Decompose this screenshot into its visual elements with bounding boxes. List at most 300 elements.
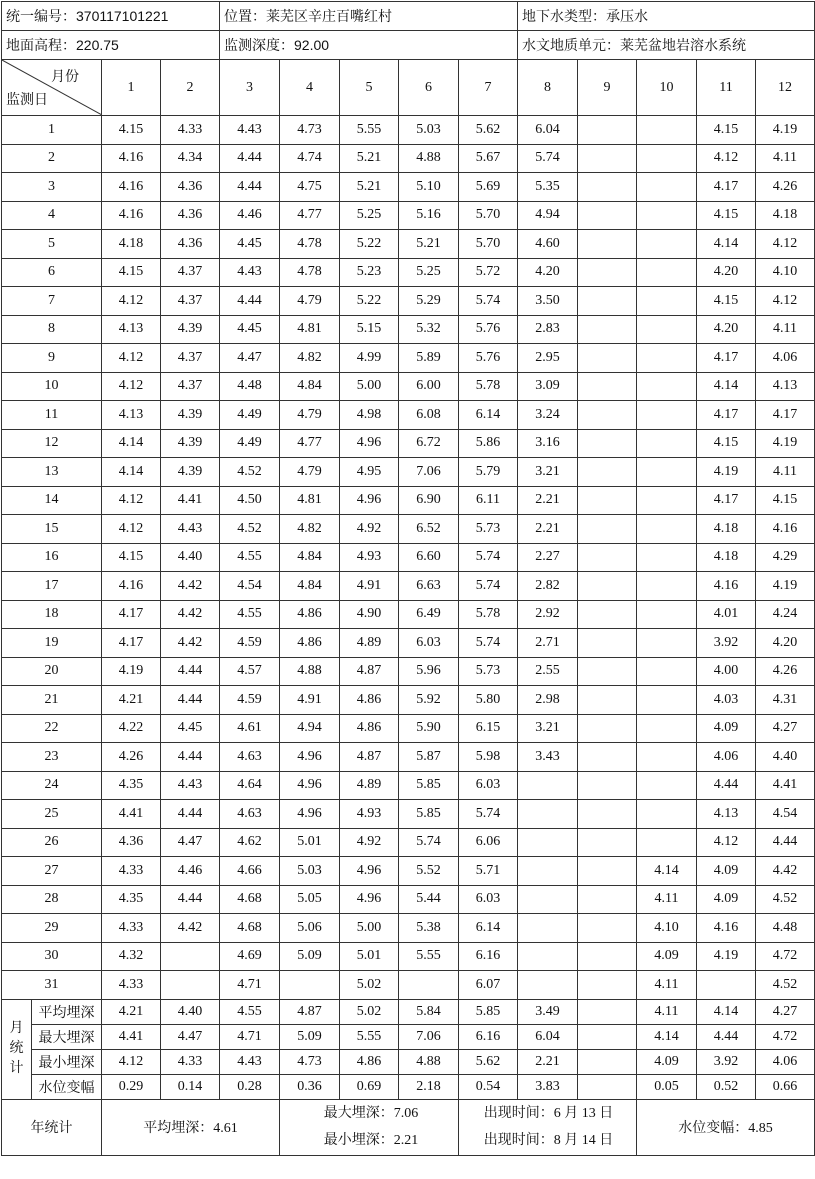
- depth-cell: [637, 230, 697, 259]
- depth-cell: [637, 657, 697, 686]
- day-label: 25: [2, 800, 102, 829]
- depth-cell: [578, 144, 637, 173]
- depth-cell: 4.52: [756, 885, 815, 914]
- depth-cell: 3.09: [518, 372, 578, 401]
- day-label: 27: [2, 857, 102, 886]
- depth-cell: 4.84: [280, 572, 340, 601]
- depth-cell: 4.11: [756, 144, 815, 173]
- depth-cell: [697, 971, 756, 1000]
- depth-cell: 6.06: [459, 828, 518, 857]
- depth-cell: 4.15: [102, 543, 161, 572]
- depth-cell: 4.54: [220, 572, 280, 601]
- depth-cell: 4.37: [161, 344, 220, 373]
- depth-cell: 4.18: [697, 515, 756, 544]
- stat-cell: 4.14: [697, 999, 756, 1024]
- depth-cell: 4.92: [340, 828, 399, 857]
- depth-cell: 4.52: [220, 515, 280, 544]
- depth-cell: 4.36: [161, 230, 220, 259]
- day-row: [2, 486, 815, 515]
- depth-cell: 5.44: [399, 885, 459, 914]
- depth-cell: 4.86: [340, 686, 399, 715]
- depth-cell: 4.22: [102, 714, 161, 743]
- depth-cell: 4.16: [102, 572, 161, 601]
- depth-cell: 2.21: [518, 486, 578, 515]
- depth-cell: 5.89: [399, 344, 459, 373]
- depth-cell: 4.21: [102, 686, 161, 715]
- depth-cell: 4.12: [756, 230, 815, 259]
- depth-cell: 4.35: [102, 885, 161, 914]
- depth-cell: 4.89: [340, 771, 399, 800]
- depth-cell: 4.42: [756, 857, 815, 886]
- depth-cell: 4.15: [697, 116, 756, 145]
- depth-cell: [578, 714, 637, 743]
- day-row: [2, 372, 815, 401]
- depth-cell: 4.84: [280, 543, 340, 572]
- depth-cell: 2.71: [518, 629, 578, 658]
- depth-cell: 4.14: [102, 429, 161, 458]
- depth-cell: 7.06: [399, 458, 459, 487]
- depth-cell: [637, 828, 697, 857]
- stat-cell: 4.47: [161, 1024, 220, 1049]
- day-row: [2, 116, 815, 145]
- stat-name: 平均埋深: [32, 999, 102, 1024]
- depth-cell: [637, 258, 697, 287]
- depth-cell: [578, 572, 637, 601]
- depth-cell: 4.50: [220, 486, 280, 515]
- stat-cell: 0.05: [637, 1074, 697, 1099]
- depth-cell: 6.14: [459, 914, 518, 943]
- day-row: [2, 914, 815, 943]
- month-header: 6: [399, 60, 459, 116]
- depth-cell: 5.92: [399, 686, 459, 715]
- stat-cell: 0.36: [280, 1074, 340, 1099]
- day-label: 20: [2, 657, 102, 686]
- monthly-stats-char: 计: [9, 1061, 24, 1076]
- depth-cell: 4.12: [102, 515, 161, 544]
- depth-cell: 6.03: [459, 885, 518, 914]
- depth-cell: [578, 857, 637, 886]
- depth-cell: [637, 572, 697, 601]
- depth-cell: 4.19: [102, 657, 161, 686]
- depth-cell: 4.73: [280, 116, 340, 145]
- monitoring-depth: 监测深度：92.00: [220, 31, 518, 60]
- stat-cell: 2.21: [518, 1049, 578, 1074]
- depth-cell: [578, 914, 637, 943]
- depth-cell: 4.59: [220, 629, 280, 658]
- depth-cell: [637, 372, 697, 401]
- depth-cell: 5.23: [340, 258, 399, 287]
- depth-cell: 4.45: [220, 230, 280, 259]
- depth-cell: [637, 800, 697, 829]
- monthly-stat-row: [2, 1074, 815, 1099]
- station-id: 统一编号：370117101221: [2, 2, 220, 31]
- depth-cell: 4.62: [220, 828, 280, 857]
- depth-cell: [578, 743, 637, 772]
- monthly-stats-label: [2, 999, 32, 1099]
- depth-cell: 4.16: [102, 144, 161, 173]
- depth-cell: 5.03: [280, 857, 340, 886]
- depth-cell: 6.11: [459, 486, 518, 515]
- depth-cell: 4.00: [697, 657, 756, 686]
- depth-cell: 4.12: [102, 372, 161, 401]
- day-row: [2, 572, 815, 601]
- depth-cell: 3.43: [518, 743, 578, 772]
- depth-cell: 4.12: [697, 144, 756, 173]
- depth-cell: 5.98: [459, 743, 518, 772]
- depth-cell: 4.40: [161, 543, 220, 572]
- depth-cell: 4.09: [697, 714, 756, 743]
- depth-cell: [578, 344, 637, 373]
- depth-cell: [578, 600, 637, 629]
- depth-cell: 4.15: [756, 486, 815, 515]
- depth-cell: 4.12: [102, 344, 161, 373]
- day-label: 26: [2, 828, 102, 857]
- depth-cell: [637, 144, 697, 173]
- depth-cell: [637, 486, 697, 515]
- depth-cell: 4.74: [280, 144, 340, 173]
- day-label: 30: [2, 942, 102, 971]
- depth-cell: 4.81: [280, 315, 340, 344]
- depth-cell: 4.81: [280, 486, 340, 515]
- depth-cell: 4.20: [518, 258, 578, 287]
- depth-cell: 4.44: [161, 743, 220, 772]
- yearly-extremes: [280, 1099, 459, 1155]
- depth-cell: 4.92: [340, 515, 399, 544]
- stat-cell: 5.02: [340, 999, 399, 1024]
- stat-name: 最小埋深: [32, 1049, 102, 1074]
- depth-cell: 4.94: [280, 714, 340, 743]
- depth-cell: 5.74: [518, 144, 578, 173]
- depth-cell: [637, 201, 697, 230]
- day-row: [2, 714, 815, 743]
- depth-cell: [578, 942, 637, 971]
- monthly-stats-char: 统: [9, 1041, 24, 1056]
- groundwater-type: 地下水类型：承压水: [518, 2, 815, 31]
- day-row: [2, 657, 815, 686]
- depth-cell: 6.60: [399, 543, 459, 572]
- depth-cell: 4.29: [756, 543, 815, 572]
- depth-cell: 3.50: [518, 287, 578, 316]
- depth-cell: 3.16: [518, 429, 578, 458]
- depth-cell: 4.48: [756, 914, 815, 943]
- depth-cell: 4.96: [280, 743, 340, 772]
- depth-cell: [637, 401, 697, 430]
- depth-cell: [637, 543, 697, 572]
- month-header: 1: [102, 60, 161, 116]
- depth-cell: 4.99: [340, 344, 399, 373]
- depth-cell: 4.44: [161, 686, 220, 715]
- depth-cell: 4.20: [756, 629, 815, 658]
- depth-cell: 4.39: [161, 401, 220, 430]
- depth-cell: 4.63: [220, 800, 280, 829]
- depth-cell: 6.08: [399, 401, 459, 430]
- depth-cell: 5.74: [399, 828, 459, 857]
- depth-cell: 4.24: [756, 600, 815, 629]
- depth-cell: 4.64: [220, 771, 280, 800]
- header-row-2: [2, 31, 815, 60]
- depth-cell: 5.16: [399, 201, 459, 230]
- depth-cell: 5.29: [399, 287, 459, 316]
- month-header: 7: [459, 60, 518, 116]
- depth-cell: 4.12: [102, 287, 161, 316]
- stat-cell: 4.33: [161, 1049, 220, 1074]
- depth-cell: 4.36: [161, 173, 220, 202]
- stat-cell: 6.04: [518, 1024, 578, 1049]
- stat-cell: 4.27: [756, 999, 815, 1024]
- depth-cell: 4.48: [220, 372, 280, 401]
- day-row: [2, 515, 815, 544]
- depth-cell: 4.60: [518, 230, 578, 259]
- station-location: 位置：莱芜区辛庄百嘴红村: [220, 2, 518, 31]
- depth-cell: [518, 885, 578, 914]
- stat-cell: 4.86: [340, 1049, 399, 1074]
- depth-cell: 4.11: [756, 458, 815, 487]
- depth-cell: 2.98: [518, 686, 578, 715]
- depth-cell: 4.47: [161, 828, 220, 857]
- day-label: 17: [2, 572, 102, 601]
- depth-cell: 3.21: [518, 714, 578, 743]
- depth-cell: 6.52: [399, 515, 459, 544]
- header-row-1: [2, 2, 815, 31]
- depth-cell: 4.41: [756, 771, 815, 800]
- day-label: 12: [2, 429, 102, 458]
- stat-cell: 4.73: [280, 1049, 340, 1074]
- depth-cell: 6.72: [399, 429, 459, 458]
- depth-cell: 5.05: [280, 885, 340, 914]
- depth-cell: 4.10: [637, 914, 697, 943]
- stat-name: 最大埋深: [32, 1024, 102, 1049]
- depth-cell: 4.19: [756, 572, 815, 601]
- depth-cell: [637, 458, 697, 487]
- depth-cell: 4.09: [637, 942, 697, 971]
- depth-cell: 4.93: [340, 800, 399, 829]
- depth-cell: 4.88: [280, 657, 340, 686]
- month-header: 8: [518, 60, 578, 116]
- month-header: 3: [220, 60, 280, 116]
- day-row: [2, 344, 815, 373]
- depth-cell: 5.35: [518, 173, 578, 202]
- day-row: [2, 173, 815, 202]
- depth-cell: 6.03: [459, 771, 518, 800]
- depth-cell: 6.90: [399, 486, 459, 515]
- depth-cell: 5.86: [459, 429, 518, 458]
- day-row: [2, 401, 815, 430]
- day-label: 9: [2, 344, 102, 373]
- depth-cell: [637, 287, 697, 316]
- day-label: 19: [2, 629, 102, 658]
- depth-cell: 4.18: [697, 543, 756, 572]
- stat-cell: 0.69: [340, 1074, 399, 1099]
- depth-cell: 4.47: [220, 344, 280, 373]
- monthly-stat-row: [2, 1024, 815, 1049]
- depth-cell: 4.12: [697, 828, 756, 857]
- stat-cell: 0.54: [459, 1074, 518, 1099]
- day-label: 16: [2, 543, 102, 572]
- depth-cell: 4.96: [280, 800, 340, 829]
- day-label: 13: [2, 458, 102, 487]
- depth-cell: 4.88: [399, 144, 459, 173]
- depth-cell: 4.16: [756, 515, 815, 544]
- depth-cell: 4.11: [637, 971, 697, 1000]
- depth-cell: 4.13: [102, 315, 161, 344]
- depth-cell: 4.61: [220, 714, 280, 743]
- depth-cell: 4.78: [280, 258, 340, 287]
- depth-cell: 5.70: [459, 230, 518, 259]
- depth-cell: 5.38: [399, 914, 459, 943]
- day-row: [2, 287, 815, 316]
- depth-cell: 5.72: [459, 258, 518, 287]
- depth-cell: 5.09: [280, 942, 340, 971]
- day-label: 8: [2, 315, 102, 344]
- depth-cell: 4.17: [697, 401, 756, 430]
- depth-cell: 4.42: [161, 572, 220, 601]
- depth-cell: [399, 971, 459, 1000]
- depth-cell: 4.86: [340, 714, 399, 743]
- depth-cell: [578, 657, 637, 686]
- stat-cell: 0.52: [697, 1074, 756, 1099]
- depth-cell: 6.07: [459, 971, 518, 1000]
- depth-cell: 4.16: [697, 572, 756, 601]
- depth-cell: 5.74: [459, 543, 518, 572]
- depth-cell: [578, 771, 637, 800]
- depth-cell: 4.43: [220, 258, 280, 287]
- day-label: 6: [2, 258, 102, 287]
- depth-cell: 4.59: [220, 686, 280, 715]
- depth-cell: 5.85: [399, 800, 459, 829]
- day-row: [2, 315, 815, 344]
- depth-cell: [637, 429, 697, 458]
- depth-cell: [578, 230, 637, 259]
- depth-cell: 4.33: [102, 857, 161, 886]
- depth-cell: 4.35: [102, 771, 161, 800]
- depth-cell: 4.27: [756, 714, 815, 743]
- depth-cell: 4.06: [697, 743, 756, 772]
- depth-cell: 4.86: [280, 629, 340, 658]
- depth-cell: [280, 971, 340, 1000]
- depth-cell: [637, 173, 697, 202]
- depth-cell: 4.66: [220, 857, 280, 886]
- depth-cell: 6.63: [399, 572, 459, 601]
- depth-cell: 5.67: [459, 144, 518, 173]
- depth-cell: 4.45: [220, 315, 280, 344]
- depth-cell: [578, 515, 637, 544]
- depth-cell: 4.34: [161, 144, 220, 173]
- month-header: 11: [697, 60, 756, 116]
- depth-cell: [518, 942, 578, 971]
- depth-cell: 4.55: [220, 543, 280, 572]
- depth-cell: [637, 515, 697, 544]
- depth-cell: [578, 116, 637, 145]
- depth-cell: 4.87: [340, 657, 399, 686]
- depth-cell: 5.01: [340, 942, 399, 971]
- depth-cell: [637, 600, 697, 629]
- depth-cell: 5.55: [399, 942, 459, 971]
- yearly-min-time: 出现时间：8 月 14 日: [483, 1133, 614, 1148]
- depth-cell: [637, 686, 697, 715]
- depth-cell: 4.33: [102, 971, 161, 1000]
- depth-cell: 4.17: [697, 173, 756, 202]
- day-row: [2, 144, 815, 173]
- depth-cell: 2.83: [518, 315, 578, 344]
- day-row: [2, 686, 815, 715]
- stat-cell: 4.87: [280, 999, 340, 1024]
- depth-cell: 4.96: [340, 857, 399, 886]
- depth-cell: 5.21: [399, 230, 459, 259]
- depth-cell: 4.46: [220, 201, 280, 230]
- day-row: [2, 771, 815, 800]
- day-label: 7: [2, 287, 102, 316]
- depth-cell: 6.14: [459, 401, 518, 430]
- stat-cell: 4.88: [399, 1049, 459, 1074]
- depth-cell: 4.15: [697, 287, 756, 316]
- depth-cell: 5.96: [399, 657, 459, 686]
- stat-cell: 0.29: [102, 1074, 161, 1099]
- month-header: 4: [280, 60, 340, 116]
- stat-cell: 7.06: [399, 1024, 459, 1049]
- depth-cell: 6.04: [518, 116, 578, 145]
- depth-cell: 6.03: [399, 629, 459, 658]
- depth-cell: 5.06: [280, 914, 340, 943]
- month-header: 9: [578, 60, 637, 116]
- depth-cell: 4.15: [697, 429, 756, 458]
- depth-cell: 3.24: [518, 401, 578, 430]
- depth-cell: 4.15: [102, 258, 161, 287]
- depth-cell: [578, 429, 637, 458]
- depth-cell: 5.79: [459, 458, 518, 487]
- stat-cell: 4.09: [637, 1049, 697, 1074]
- depth-cell: 4.91: [340, 572, 399, 601]
- depth-cell: 4.44: [161, 885, 220, 914]
- depth-cell: [578, 885, 637, 914]
- depth-cell: 4.17: [102, 600, 161, 629]
- day-row: [2, 629, 815, 658]
- depth-cell: 4.82: [280, 344, 340, 373]
- depth-cell: 5.21: [340, 144, 399, 173]
- depth-cell: 4.82: [280, 515, 340, 544]
- depth-cell: 4.42: [161, 600, 220, 629]
- day-row: [2, 458, 815, 487]
- yearly-average: 平均埋深：4.61: [102, 1099, 280, 1155]
- stat-cell: 4.11: [637, 999, 697, 1024]
- depth-cell: 4.68: [220, 885, 280, 914]
- depth-cell: 4.49: [220, 429, 280, 458]
- stat-cell: 4.55: [220, 999, 280, 1024]
- depth-cell: 5.03: [399, 116, 459, 145]
- day-label: 3: [2, 173, 102, 202]
- stat-cell: 3.49: [518, 999, 578, 1024]
- depth-cell: [578, 287, 637, 316]
- depth-cell: 5.55: [340, 116, 399, 145]
- depth-cell: [578, 401, 637, 430]
- day-row: [2, 885, 815, 914]
- depth-cell: 4.32: [102, 942, 161, 971]
- depth-cell: 6.49: [399, 600, 459, 629]
- depth-cell: 4.31: [756, 686, 815, 715]
- depth-cell: 4.33: [102, 914, 161, 943]
- depth-cell: 4.13: [697, 800, 756, 829]
- depth-cell: 4.15: [697, 201, 756, 230]
- depth-cell: 4.16: [102, 201, 161, 230]
- depth-cell: 4.39: [161, 458, 220, 487]
- yearly-max-time: 出现时间：6 月 13 日: [483, 1106, 614, 1121]
- depth-cell: 5.73: [459, 657, 518, 686]
- depth-cell: 4.19: [697, 942, 756, 971]
- depth-cell: 3.21: [518, 458, 578, 487]
- depth-cell: 5.01: [280, 828, 340, 857]
- day-row: [2, 971, 815, 1000]
- depth-cell: 4.77: [280, 201, 340, 230]
- depth-cell: 4.87: [340, 743, 399, 772]
